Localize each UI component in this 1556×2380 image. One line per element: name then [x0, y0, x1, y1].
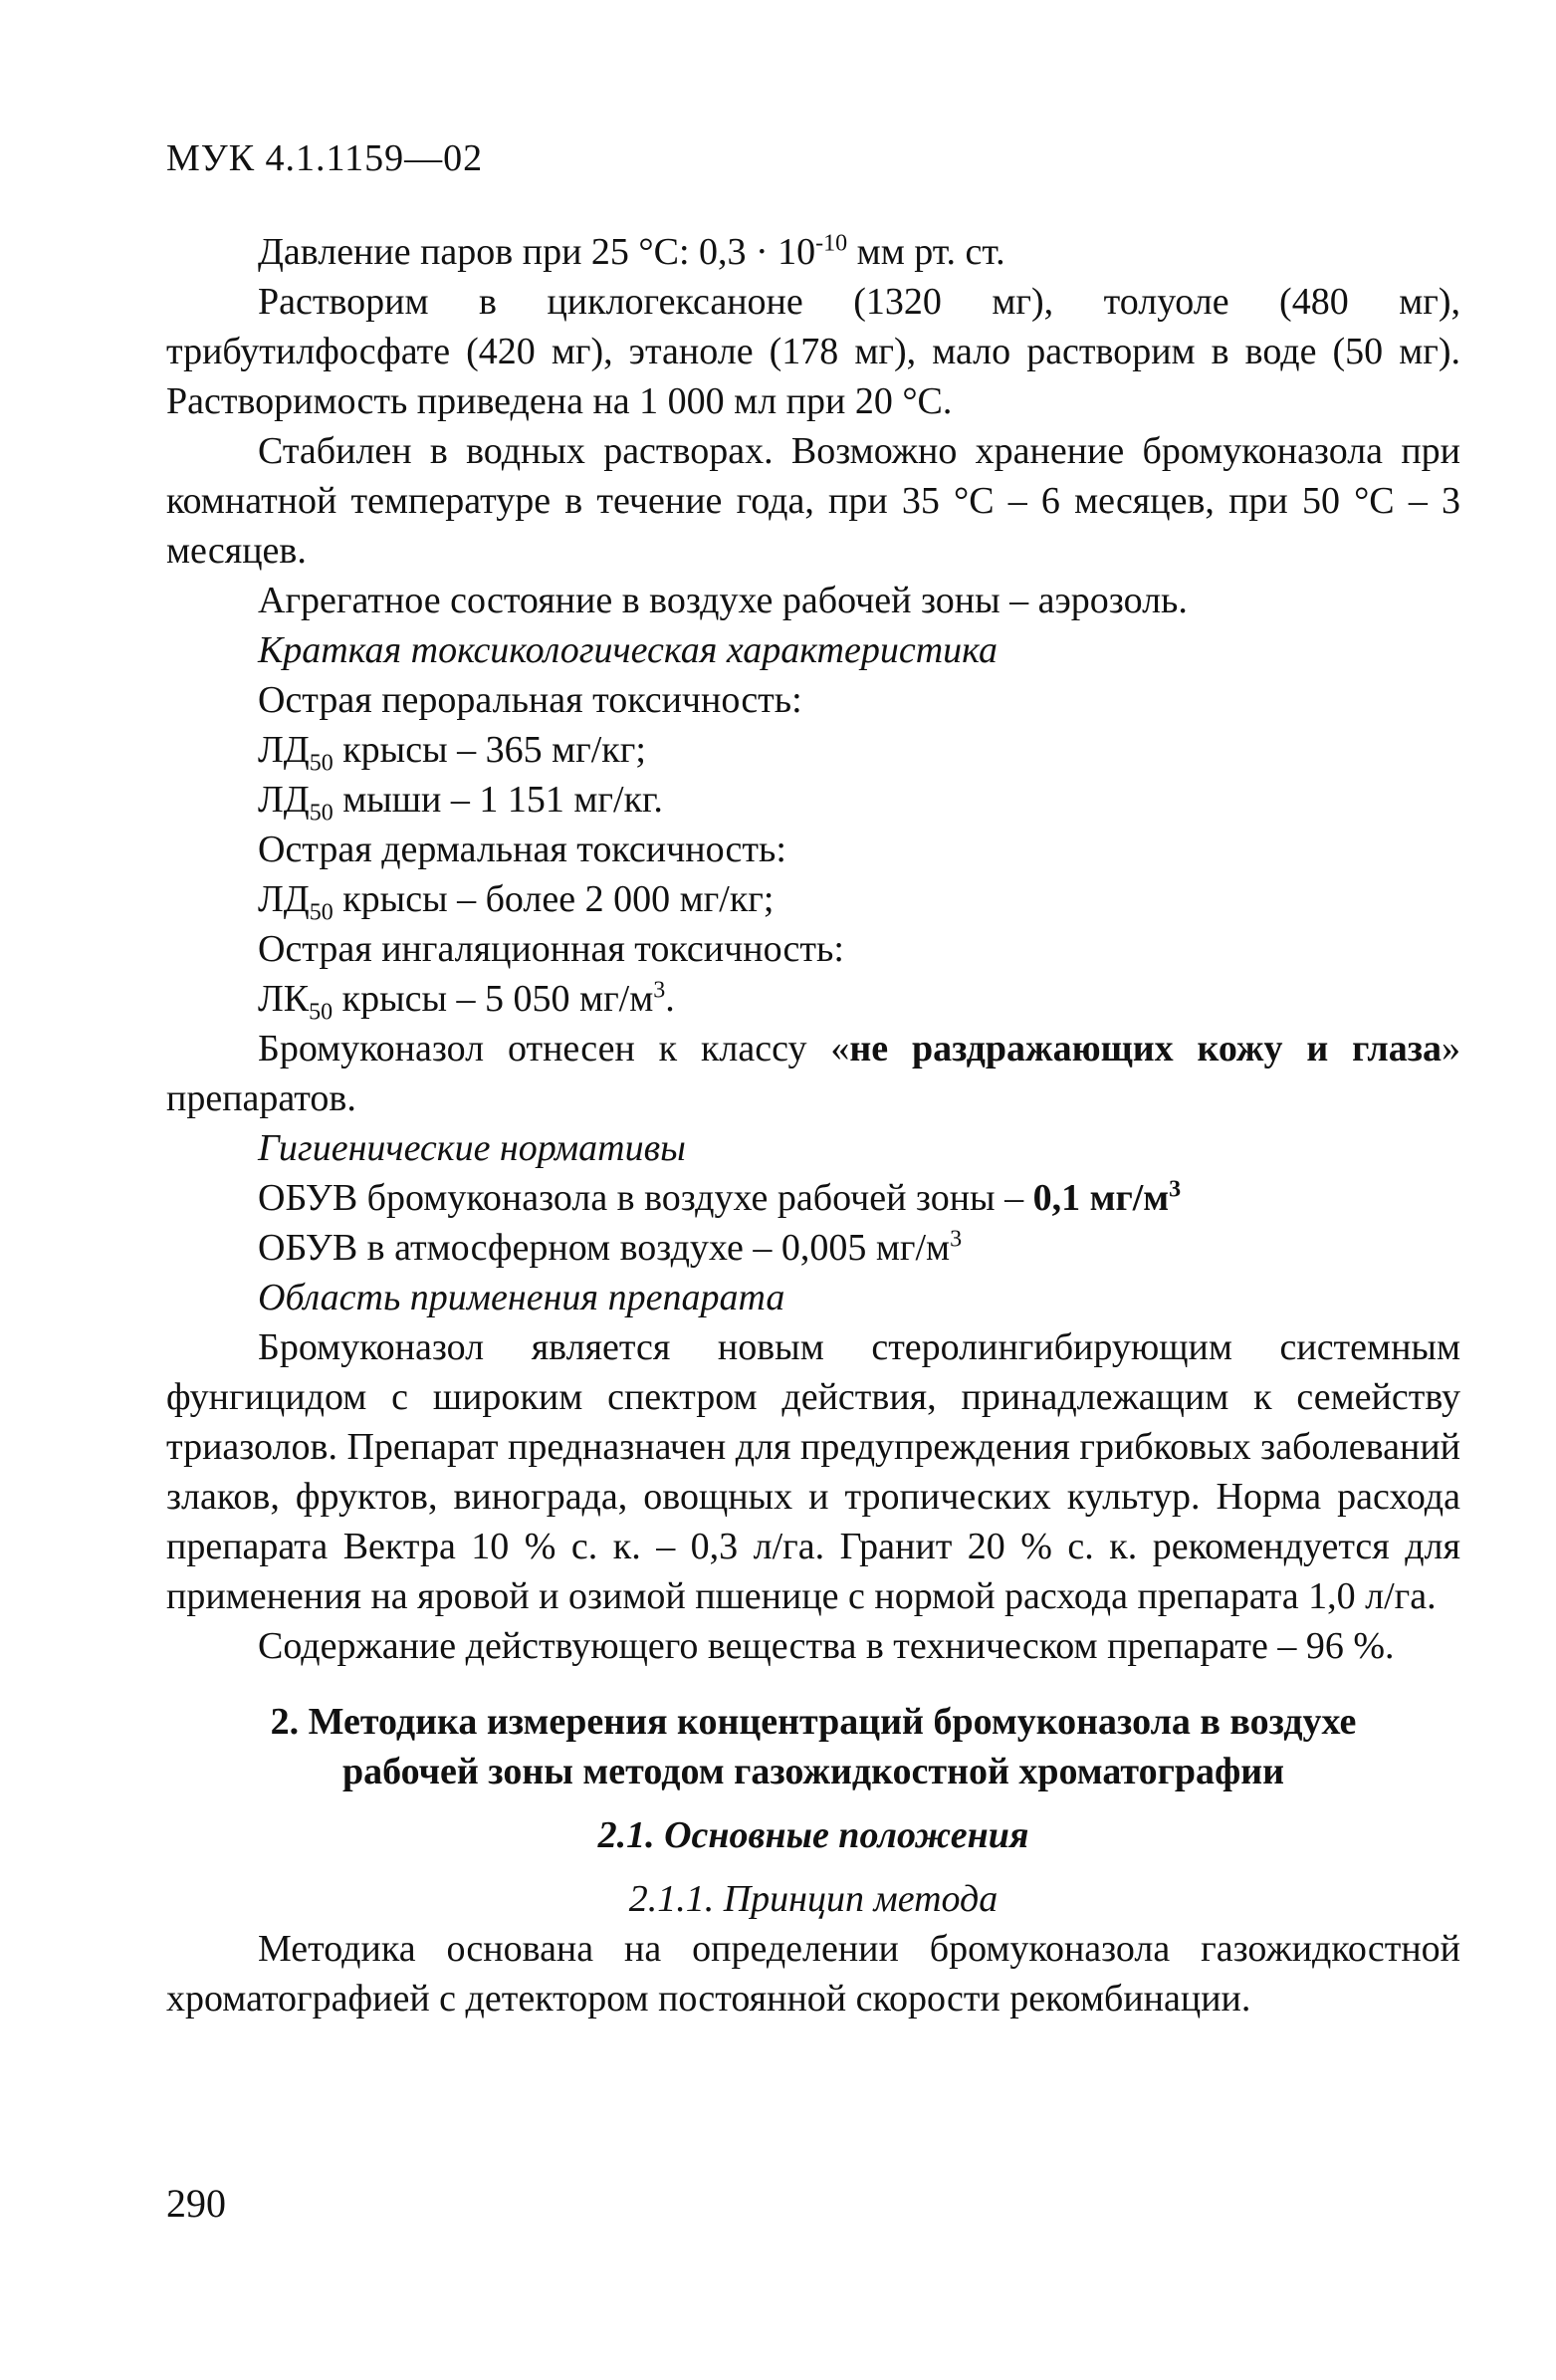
stability-paragraph: Стабилен в водных растворах. Возможно хранение бромуконазола при комнатной температуре в течение года, при 35 °С – 6 месяцев, при 50 °С – 3 месяцев.	[166, 430, 1460, 572]
principle-paragraph: Методика основана на определении бромуконазола газожидкостной хроматографией с детектором постоянной скорости рекомбинации.	[166, 1928, 1460, 2020]
obuv-work-text-a: ОБУВ бромуконазола в воздухе рабочей зоны –	[258, 1177, 1033, 1219]
inhalation-toxicity-line: Острая ингаляционная токсичность:	[258, 928, 844, 970]
ld-prefix: ЛД	[258, 878, 310, 920]
ld50-rats-dermal-line	[166, 874, 1460, 924]
oral-toxicity-line: Острая пероральная токсичность:	[258, 679, 802, 721]
ld50-rats-oral-text: крысы – 365 мг/кг;	[333, 729, 646, 771]
ld50-mice-oral-line	[166, 775, 1460, 825]
obuv-work-text-bold: 0,1 мг/м	[1032, 1177, 1170, 1219]
irritation-text-a: Бромуконазол отнесен к классу «	[258, 1028, 850, 1070]
obuv-atm-text: ОБУВ в атмосферном воздухе – 0,005 мг/м	[258, 1227, 951, 1269]
obuv-work-zone-line	[166, 1173, 1460, 1223]
subscript-50: 50	[309, 899, 333, 926]
document-body	[166, 227, 1460, 2023]
section-2-title: 2. Методика измерения концентраций бромуконазола в воздухе рабочей зоны методом газожидкостной хроматографии	[270, 1701, 1357, 1792]
vapor-pressure-text-b: мм рт. ст.	[847, 231, 1005, 273]
irritation-text-bold: не раздражающих кожу и глаза	[849, 1028, 1442, 1070]
vapor-pressure-text-a: Давление паров при 25 °С: 0,3 · 10	[258, 231, 816, 273]
ld50-rats-dermal-text: крысы – более 2 000 мг/кг;	[333, 878, 775, 920]
ld-prefix: ЛД	[258, 779, 310, 821]
vapor-pressure-exponent: -10	[815, 230, 848, 257]
irritation-text-b: » препаратов.	[166, 1028, 1460, 1119]
superscript-3: 3	[1169, 1176, 1182, 1203]
ld50-mice-oral-text: мыши – 1 151 мг/кг.	[333, 779, 663, 821]
subscript-50: 50	[309, 999, 333, 1026]
superscript-3: 3	[653, 977, 666, 1004]
content-paragraph: Содержание действующего вещества в техническом препарате – 96 %.	[258, 1625, 1395, 1667]
dermal-toxicity-line: Острая дермальная токсичность:	[258, 829, 786, 870]
vapor-pressure-paragraph	[166, 227, 1460, 277]
ld50-rats-oral-line	[166, 725, 1460, 775]
superscript-3: 3	[950, 1226, 963, 1253]
lk50-rats-line	[166, 974, 1460, 1024]
lk50-rats-text-b: .	[665, 978, 675, 1020]
subscript-50: 50	[309, 800, 333, 827]
subsection-2-1-title: 2.1. Основные положения	[597, 1814, 1029, 1856]
page-number: 290	[166, 2181, 226, 2226]
aggregate-state-paragraph: Агрегатное состояние в воздухе рабочей зоны – аэрозоль.	[258, 580, 1188, 621]
irritation-paragraph	[166, 1024, 1460, 1123]
hygiene-standards-heading: Гигиенические нормативы	[258, 1127, 686, 1169]
document-code-header: МУК 4.1.1159—02	[166, 137, 484, 179]
subsection-2-1-1-title: 2.1.1. Принцип метода	[628, 1878, 999, 1920]
lk-prefix: ЛК	[258, 978, 310, 1020]
ld-prefix: ЛД	[258, 729, 310, 771]
application-paragraph: Бромуконазол является новым стеролингибирующим системным фунгицидом с широким спектром действия, принадлежащим к семейству триазолов. Препарат предназначен для предупреждения грибковых заболеваний злаков, фруктов, винограда, овощных и тропических культур. Норма расхода препарата Вектра 10 % с. к. – 0,3 л/га. Гранит 20 % с. к. рекомендуется для применения на яровой и озимой пшенице с нормой расхода препарата 1,0 л/га.	[166, 1326, 1460, 1617]
toxicology-heading: Краткая токсикологическая характеристика	[258, 629, 998, 671]
subscript-50: 50	[309, 750, 333, 777]
application-heading: Область применения препарата	[258, 1277, 785, 1318]
obuv-atmosphere-line	[166, 1223, 1460, 1273]
solubility-paragraph: Растворим в циклогексаноне (1320 мг), толуоле (480 мг), трибутилфосфате (420 мг), этаноле (178 мг), мало растворим в воде (50 мг). Растворимость приведена на 1 000 мл при 20 °С.	[166, 281, 1460, 422]
lk50-rats-text-a: крысы – 5 050 мг/м	[333, 978, 654, 1020]
